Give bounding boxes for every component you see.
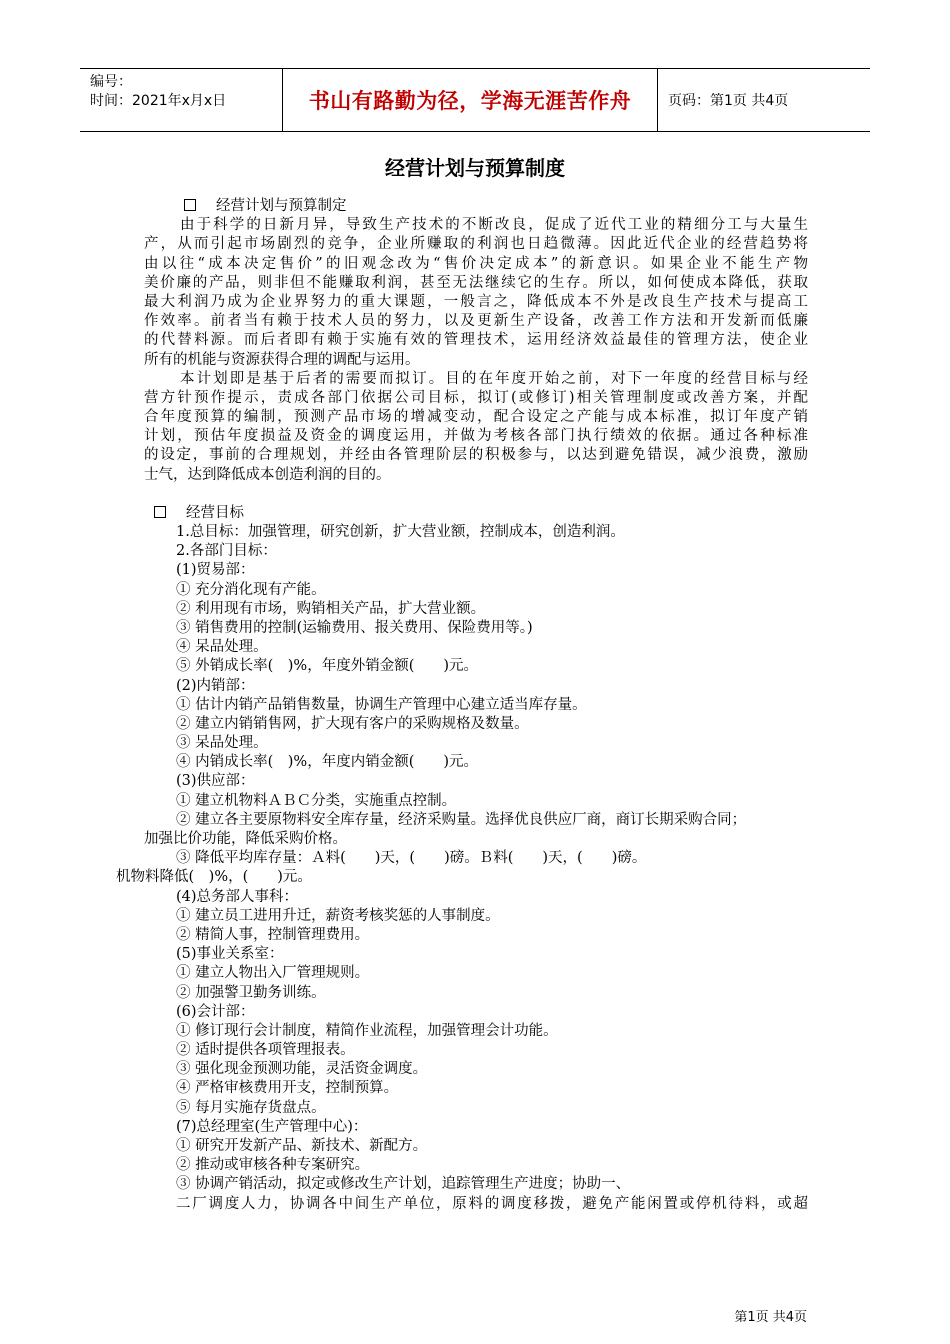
text-line <box>144 293 808 312</box>
text-line <box>144 657 808 676</box>
line-text: (5)事业关系室： <box>176 946 284 963</box>
line-text: ② 建立各主要原物料安全库存量，经济采购量。选择优良供应厂商，商订长期采购合同； <box>176 811 747 828</box>
line-text: 经营目标 <box>186 504 244 521</box>
line-text: ② 建立内销销售网，扩大现有客户的采购规格及数量。 <box>176 715 529 732</box>
line-text: ② 推动或审核各种专案研究。 <box>176 1157 370 1174</box>
text-line <box>144 1060 808 1079</box>
text-line <box>144 907 808 926</box>
line-text: ③ 降低平均库存量：Ａ料( )天，( )磅。Ｂ料( )天，( )磅。 <box>176 850 647 867</box>
text-line <box>144 1156 808 1175</box>
text-line <box>144 1099 808 1118</box>
text-line <box>144 1195 808 1214</box>
text-line <box>144 984 808 1003</box>
line-text: 由以往“成本决定售价”的旧观念改为“售价决定成本”的新意识。如果企业不能生产物 <box>144 255 808 272</box>
page-header <box>80 68 870 132</box>
line-text: 产，从而引起市场剧烈的竞争，企业所赚取的利润也日趋微薄。因此近代企业的经营趋势将 <box>144 236 808 253</box>
line-text: ① 估计内销产品销售数量，协调生产管理中心建立适当库存量。 <box>176 696 587 713</box>
header-page-number: 页码：第1页 共4页 <box>668 93 789 109</box>
line-text: 二厂调度人力，协调各中间生产单位，原料的调度移拨，避免产能闲置或停机待料，或超 <box>176 1195 808 1212</box>
text-line <box>144 235 808 254</box>
line-text: (3)供应部： <box>176 773 255 790</box>
line-text: ③ 强化现金预测功能，灵活资金调度。 <box>176 1061 428 1078</box>
line-text: ① 建立员工进用升迁，薪资考核奖惩的人事制度。 <box>176 907 500 924</box>
text-line <box>144 811 808 830</box>
line-text: (1)贸易部： <box>176 562 255 579</box>
line-text: (4)总务部人事科： <box>176 888 299 905</box>
text-line <box>144 542 808 561</box>
line-text: ④ 呆品处理。 <box>176 639 268 656</box>
line-text: ① 建立人物出入厂管理规则。 <box>176 965 370 982</box>
line-text: 计划，预估年度损益及资金的调度运用，并做为考核各部门执行绩效的依据。通过各种标准 <box>144 428 808 445</box>
line-text: ② 精简人事，控制管理费用。 <box>176 926 370 943</box>
text-line <box>144 619 808 638</box>
line-text: 美价廉的产品，则非但不能赚取利润，甚至无法继续它的生存。所以，如何使成本降低，获取 <box>144 274 808 291</box>
line-text: 士气，达到降低成本创造利润的目的。 <box>144 466 391 483</box>
text-line <box>144 446 808 465</box>
text-line <box>144 504 808 523</box>
text-line <box>144 389 808 408</box>
text-line <box>116 868 808 887</box>
text-line <box>144 523 808 542</box>
line-text: 1.总目标：加强管理，研究创新，扩大营业额，控制成本，创造利润。 <box>176 524 625 540</box>
line-text: ④ 严格审核费用开支，控制预算。 <box>176 1080 399 1097</box>
line-text: 所有的机能与资源获得合理的调配与运用。 <box>144 351 420 368</box>
paragraph-gap <box>144 485 808 504</box>
header-motto: 书山有路勤为径，学海无涯苦作舟 <box>283 69 658 131</box>
line-text: 机物料降低( )%，( )元。 <box>116 869 312 886</box>
line-text: 的设定，事前的合理规划，并经由各管理阶层的积极参与，以达到避免错误，减少浪费，激励 <box>144 447 808 464</box>
line-text: ③ 协调产销活动，拟定或修改生产计划，追踪管理生产进度；协助一、 <box>176 1176 631 1193</box>
line-text: ⑤ 外销成长率( )%，年度外销金额( )元。 <box>176 658 479 675</box>
text-line <box>144 945 808 964</box>
line-text: ① 建立机物料ＡＢＣ分类，实施重点控制。 <box>176 792 457 809</box>
line-text: (2)内销部： <box>176 677 255 694</box>
line-text: ② 利用现有市场，购销相关产品，扩大营业额。 <box>176 600 486 617</box>
text-line <box>144 331 808 350</box>
line-text: ⑤ 每月实施存货盘点。 <box>176 1099 326 1116</box>
line-text: 作效率。前者当有赖于技术人员的努力，以及更新生产设备，改善工作方法和开发新而低廉 <box>144 313 808 330</box>
text-line <box>144 216 808 235</box>
line-text: 2.各部门目标： <box>176 543 277 560</box>
text-line <box>144 466 808 485</box>
text-line <box>144 370 808 389</box>
line-text: (6)会计部： <box>176 1003 255 1020</box>
text-line <box>144 696 808 715</box>
text-line <box>144 715 808 734</box>
text-line <box>144 600 808 619</box>
line-text: ④ 内销成长率( )%，年度内销金额( )元。 <box>176 754 479 771</box>
document-body <box>116 197 808 1214</box>
line-text: 营方针预作提示，责成各部门依据公司目标，拟订(或修订)相关管理制度或改善方案，并配 <box>144 389 808 406</box>
line-text: 由于科学的日新月异，导致生产技术的不断改良，促成了近代工业的精细分工与大量生 <box>180 217 808 234</box>
text-line <box>144 638 808 657</box>
line-text: ① 研究开发新产品、新技术、新配方。 <box>176 1138 428 1154</box>
line-text: ② 加强警卫勤务训练。 <box>176 984 326 1001</box>
document-number-label: 编号： <box>90 74 132 90</box>
line-text: 最大利润乃成为企业界努力的重大课题，一般言之，降低成本不外是改良生产技术与提高工 <box>144 293 808 310</box>
text-line <box>144 1041 808 1060</box>
line-text: ③ 销售费用的控制(运输费用、报关费用、保险费用等。) <box>176 619 533 636</box>
line-text: ① 修订现行会计制度，精简作业流程，加强管理会计功能。 <box>176 1022 558 1039</box>
document-date-label: 时间：2021年x月x日 <box>90 93 227 109</box>
text-line <box>144 561 808 580</box>
text-line <box>144 1003 808 1022</box>
document-title: 经营计划与预算制度 <box>385 156 565 180</box>
text-line <box>144 408 808 427</box>
checkbox-square-icon <box>184 199 196 211</box>
text-line <box>144 312 808 331</box>
text-line <box>144 1137 808 1156</box>
text-line <box>144 427 808 446</box>
line-text: ① 充分消化现有产能。 <box>176 581 326 598</box>
text-line <box>144 274 808 293</box>
text-line <box>144 1079 808 1098</box>
line-text: 合年度预算的编制，预测产品市场的增减变动，配合设定之产能与成本标准，拟订年度产销 <box>144 409 808 426</box>
header-meta <box>80 69 283 131</box>
checkbox-square-icon <box>154 506 166 518</box>
text-line <box>144 351 808 370</box>
text-line <box>144 1022 808 1041</box>
line-text: 加强比价功能，降低采购价格。 <box>144 831 347 847</box>
text-line <box>144 830 808 849</box>
line-text: 本计划即是基于后者的需要而拟订。目的在年度开始之前，对下一年度的经营目标与经 <box>180 370 808 387</box>
text-line <box>144 772 808 791</box>
line-text: 的代替料源。而后者即有赖于实施有效的管理技术，运用经济效益最佳的管理方法，使企业 <box>144 332 808 349</box>
text-line <box>144 1175 808 1194</box>
text-line <box>144 197 808 216</box>
text-line <box>144 888 808 907</box>
line-text: ③ 呆品处理。 <box>176 735 268 752</box>
text-line <box>144 1118 808 1137</box>
text-line <box>144 677 808 696</box>
page-footer: 第1页 共4页 <box>734 1310 807 1325</box>
text-line <box>144 849 808 868</box>
text-line <box>144 734 808 753</box>
text-line <box>144 255 808 274</box>
text-line <box>144 964 808 983</box>
text-line <box>144 581 808 600</box>
text-line <box>144 926 808 945</box>
text-line <box>144 792 808 811</box>
line-text: (7)总经理室(生产管理中心)： <box>176 1118 368 1135</box>
line-text: ② 适时提供各项管理报表。 <box>176 1042 355 1059</box>
line-text: 经营计划与预算制定 <box>216 198 347 214</box>
text-line <box>144 753 808 772</box>
